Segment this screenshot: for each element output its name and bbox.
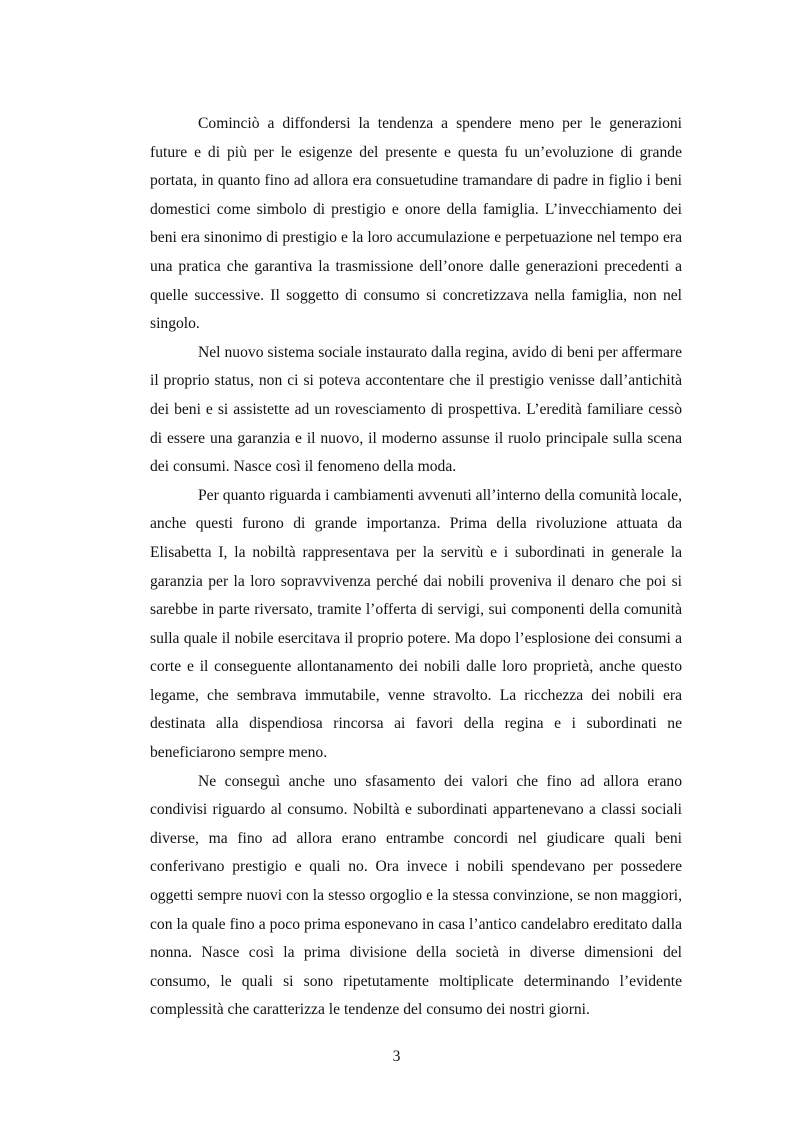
paragraph-1: Cominciò a diffondersi la tendenza a spendere meno per le generazioni future e di più per le esigenze del presente e questa fu un’evoluzione di grande portata, in quanto fino ad allora era consuetudine tramandare di padre in figlio i beni domestici come simbolo di prestigio e onore della famiglia. L’invecchiamento dei beni era sinonimo di prestigio e la loro accumulazione e perpetuazione nel tempo era una pratica che garantiva la trasmissione dell’onore dalle generazioni precedenti a quelle successive. Il soggetto di consumo si concretizzava nella famiglia, non nel singolo. <box>150 115 682 333</box>
paragraph-2: Nel nuovo sistema sociale instaurato dalla regina, avido di beni per affermare il proprio status, non ci si poteva accontentare che il prestigio venisse dall’antichità dei beni e si assistette ad un rovesciamento di prospettiva. L’eredità familiare cessò di essere una garanzia e il nuovo, il moderno assunse il ruolo principale sulla scena dei consumi. Nasce così il fenomeno della moda. <box>150 343 682 476</box>
paragraph-3: Per quanto riguarda i cambiamenti avvenuti all’interno della comunità locale, anche questi furono di grande importanza. Prima della rivoluzione attuata da Elisabetta I, la nobiltà rappresentava per la servitù e i subordinati in generale la garanzia per la loro sopravvivenza perché dai nobili proveniva il denaro che poi si sarebbe in parte riversato, tramite l’offerta di servigi, sui componenti della comunità sulla quale il nobile esercitava il proprio potere. Ma dopo l’esplosione dei consumi a corte e il conseguente allontanamento dei nobili dalle loro proprietà, anche questo legame, che sembrava immutabile, venne stravolto. La ricchezza dei nobili era destinata alla dispendiosa rincorsa ai favori della regina e i subordinati ne beneficiarono sempre meno. <box>150 486 682 762</box>
body-text <box>150 110 682 1025</box>
page-number: 3 <box>392 1048 401 1065</box>
paragraph-4: Ne conseguì anche uno sfasamento dei valori che fino ad allora erano condivisi riguardo al consumo. Nobiltà e subordinati appartenevano a classi sociali diverse, ma fino ad allora erano entrambe concordi nel giudicare quali beni conferivano prestigio e quali no. Ora invece i nobili spendevano per possedere oggetti sempre nuovi con la stesso orgoglio e la stessa convinzione, se non maggiori, con la quale fino a poco prima esponevano in casa l’antico candelabro ereditato dalla nonna. Nasce così la prima divisione della società in diverse dimensioni del consumo, le quali si sono ripetutamente moltiplicate determinando l’evidente complessità che caratterizza le tendenze del consumo dei nostri giorni. <box>150 772 682 1019</box>
